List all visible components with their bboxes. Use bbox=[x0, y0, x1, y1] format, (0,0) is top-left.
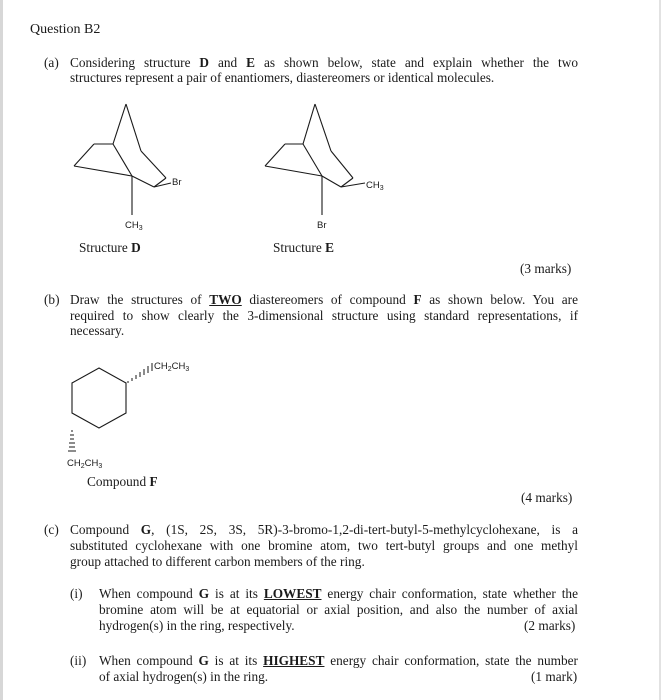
part-c-ii-label: (ii) bbox=[70, 653, 87, 668]
part-c-i-line1: When compound G is at its LOWEST energy chair conformation, state whether the bbox=[99, 586, 578, 601]
part-c-ii-marks: (1 mark) bbox=[531, 669, 578, 684]
structure-e-ch3: $CH_3$ bbox=[366, 180, 384, 192]
part-a-marks: (3 marks) bbox=[520, 261, 572, 276]
question-title: Question B2 bbox=[30, 22, 101, 37]
page-left-edge bbox=[0, 0, 3, 700]
structure-e-drawing bbox=[265, 100, 405, 235]
part-c-i-marks: (2 marks) bbox=[524, 618, 576, 633]
structure-d-drawing bbox=[70, 100, 200, 235]
part-a-label: (a) bbox=[44, 55, 59, 70]
part-b-line2: required to show clearly the 3-dimensional structure using standard representations, if bbox=[70, 308, 578, 323]
compound-f-ethyl-top: $CH_2CH_3$ bbox=[154, 361, 190, 373]
part-c-line2: substituted cyclohexane with one bromine atom, two tert-butyl groups and one methyl bbox=[70, 538, 578, 553]
part-b-marks: (4 marks) bbox=[521, 490, 573, 505]
structure-e-caption: Structure E bbox=[273, 240, 334, 255]
part-b-label: (b) bbox=[44, 292, 60, 307]
compound-f-ethyl-bottom: $CH_2CH_3$ bbox=[67, 458, 103, 470]
part-b-line3: necessary. bbox=[70, 323, 125, 338]
part-c-line3: group attached to different carbon members of the ring. bbox=[70, 554, 365, 569]
part-a-line1: Considering structure D and E as shown below, state and explain whether the two bbox=[70, 55, 578, 70]
compound-f-caption: Compound F bbox=[87, 474, 158, 489]
compound-f-drawing bbox=[67, 355, 220, 470]
part-c-ii-line2: of axial hydrogen(s) in the ring. bbox=[99, 669, 269, 684]
part-c-i-line2: bromine atom will be at equatorial or axial position, and also the number of axial bbox=[99, 602, 578, 617]
part-c-label: (c) bbox=[44, 522, 59, 537]
part-c-i-label: (i) bbox=[70, 586, 83, 601]
structure-e-br: Br bbox=[317, 220, 327, 231]
structure-d-br: Br bbox=[172, 177, 182, 188]
part-c-line1: Compound G, (1S, 2S, 3S, 5R)-3-bromo-1,2-di-tert-butyl-5-methylcyclohexane, is a bbox=[70, 522, 578, 537]
structure-d-ch3: $CH_3$ bbox=[125, 220, 143, 232]
part-c-i-line3: hydrogen(s) in the ring, respectively. bbox=[99, 618, 295, 633]
part-b-line1: Draw the structures of TWO diastereomers of compound F as shown below. You are bbox=[70, 292, 578, 307]
structure-d-caption: Structure D bbox=[79, 240, 141, 255]
part-c-ii-line1: When compound G is at its HIGHEST energy chair conformation, state the number bbox=[99, 653, 578, 668]
part-a-line2: structures represent a pair of enantiomers, diastereomers or identical molecules. bbox=[70, 70, 495, 85]
